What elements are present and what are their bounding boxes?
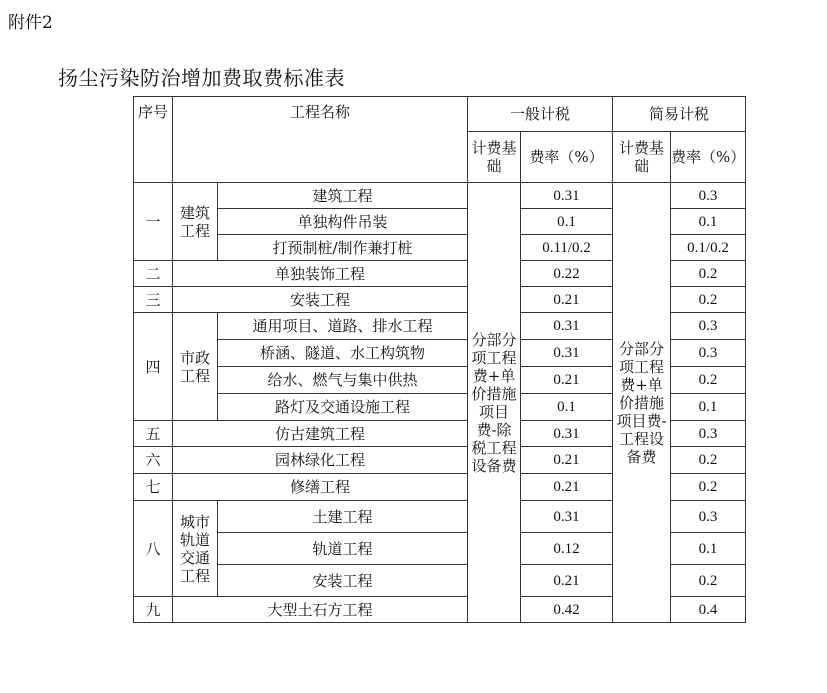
header-row-1 [134,97,746,132]
seq-cell: 八 [134,501,173,597]
simple-rate-cell: 0.3 [671,501,746,533]
simple-rate-cell: 0.1/0.2 [671,235,746,261]
general-rate-cell: 0.1 [521,394,613,421]
general-rate-cell: 0.31 [521,340,613,367]
simple-rate-cell: 0.3 [671,183,746,209]
simple-rate-cell: 0.3 [671,340,746,367]
project-name-cell: 建筑工程 [218,183,468,209]
simple-rate-cell: 0.4 [671,597,746,623]
simple-rate-cell: 0.2 [671,287,746,313]
seq-cell: 四 [134,313,173,421]
header-simple-tax: 简易计税 [613,97,746,132]
category-cell: 市政工程 [173,313,218,421]
project-name-cell: 仿古建筑工程 [173,421,468,447]
general-rate-cell: 0.31 [521,183,613,209]
simple-rate-cell: 0.3 [671,421,746,447]
project-name-cell: 打预制桩/制作兼打桩 [218,235,468,261]
project-name-cell: 桥涵、隧道、水工构筑物 [218,340,468,367]
general-rate-cell: 0.21 [521,447,613,474]
header-general-tax: 一般计税 [468,97,613,132]
project-name-cell: 大型土石方工程 [173,597,468,623]
header-seq: 序号 [134,97,173,183]
project-name-cell: 土建工程 [218,501,468,533]
simple-rate-cell: 0.1 [671,209,746,235]
seq-cell: 六 [134,447,173,474]
project-name-cell: 修缮工程 [173,474,468,501]
simple-rate-cell: 0.2 [671,474,746,501]
general-rate-cell: 0.31 [521,313,613,340]
project-name-cell: 单独装饰工程 [173,261,468,287]
project-name-cell: 园林绿化工程 [173,447,468,474]
category-cell: 建筑工程 [173,183,218,261]
general-rate-cell: 0.21 [521,287,613,313]
seq-cell: 一 [134,183,173,261]
general-rate-cell: 0.12 [521,533,613,565]
project-name-cell: 轨道工程 [218,533,468,565]
page-title: 扬尘污染防治增加费取费标准表 [58,66,345,90]
project-name-cell: 安装工程 [173,287,468,313]
project-name-cell: 给水、燃气与集中供热 [218,367,468,394]
seq-cell: 九 [134,597,173,623]
fee-standard-table [133,96,746,623]
general-rate-cell: 0.21 [521,367,613,394]
general-rate-cell: 0.31 [521,501,613,533]
simple-rate-cell: 0.3 [671,313,746,340]
general-rate-cell: 0.21 [521,474,613,501]
project-name-cell: 单独构件吊装 [218,209,468,235]
simple-rate-cell: 0.2 [671,565,746,597]
general-base-cell: 分部分项工程费+单价措施项目费-除税工程设备费 [468,183,521,623]
general-rate-cell: 0.42 [521,597,613,623]
general-rate-cell: 0.21 [521,565,613,597]
seq-cell: 五 [134,421,173,447]
simple-base-cell: 分部分项工程费+单价措施项目费-工程设备费 [613,183,671,623]
attachment-label: 附件2 [8,13,53,33]
header-general-base: 计费基础 [468,132,521,183]
header-project-name: 工程名称 [173,97,468,183]
table-row [134,183,746,209]
project-name-cell: 安装工程 [218,565,468,597]
category-cell: 城市轨道交通工程 [173,501,218,597]
general-rate-cell: 0.31 [521,421,613,447]
simple-rate-cell: 0.2 [671,367,746,394]
project-name-cell: 路灯及交通设施工程 [218,394,468,421]
simple-rate-cell: 0.2 [671,447,746,474]
general-rate-cell: 0.11/0.2 [521,235,613,261]
seq-cell: 二 [134,261,173,287]
seq-cell: 七 [134,474,173,501]
general-rate-cell: 0.22 [521,261,613,287]
header-simple-rate: 费率（%） [671,132,746,183]
project-name-cell: 通用项目、道路、排水工程 [218,313,468,340]
simple-rate-cell: 0.1 [671,533,746,565]
header-simple-base: 计费基础 [613,132,671,183]
simple-rate-cell: 0.2 [671,261,746,287]
header-general-rate: 费率（%） [521,132,613,183]
simple-rate-cell: 0.1 [671,394,746,421]
seq-cell: 三 [134,287,173,313]
general-rate-cell: 0.1 [521,209,613,235]
